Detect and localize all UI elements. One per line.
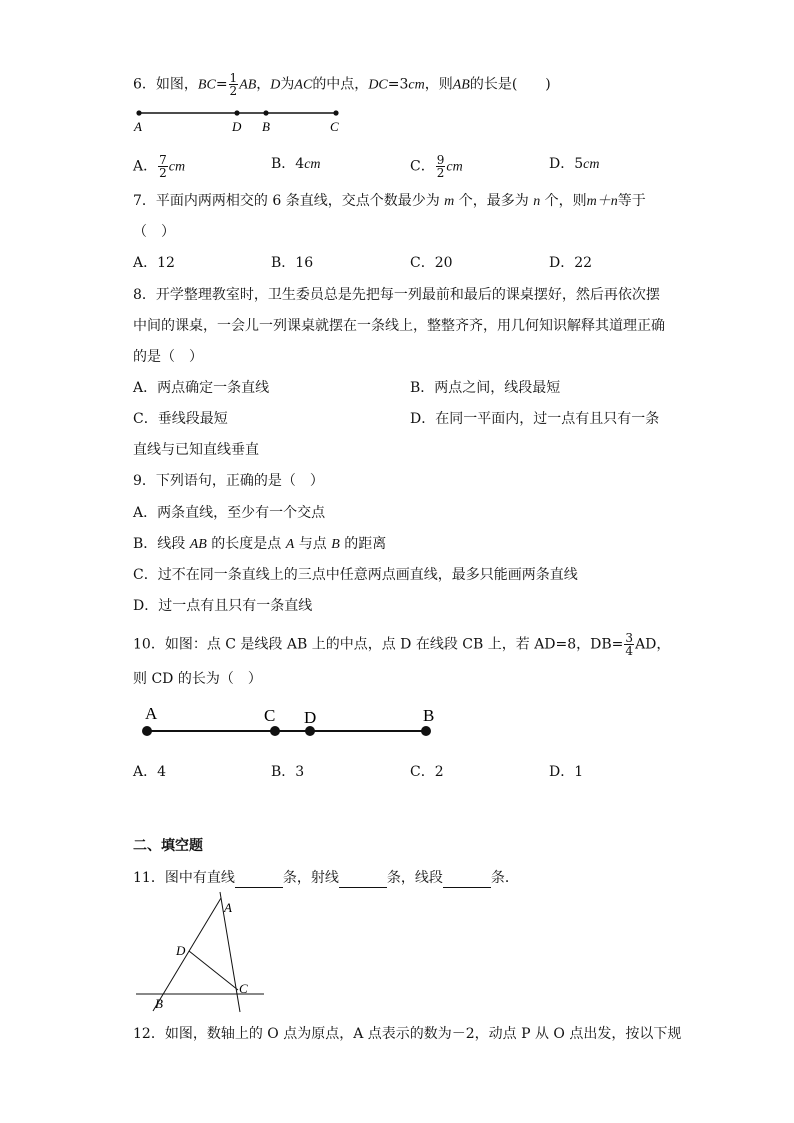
q10-point-label: D — [304, 708, 317, 727]
q8-option-c[interactable]: C．垂线段最短 — [133, 411, 228, 427]
q7-option-b[interactable]: B．16 — [271, 255, 314, 271]
q6-fraction: $\frac{1}{2}$ — [229, 71, 238, 98]
q9-option-d[interactable]: D．过一点有且只有一条直线 — [133, 598, 313, 614]
q6-point-label: A — [134, 119, 142, 134]
q10-point-label: B — [423, 706, 435, 725]
q7-option-c[interactable]: C．20 — [410, 255, 453, 271]
q10-option-d[interactable]: D．1 — [549, 764, 584, 780]
section-heading: 二、填空题 — [133, 838, 203, 854]
q11-point-label: C — [239, 981, 248, 996]
q8-option-b[interactable]: B．两点之间，线段最短 — [410, 380, 561, 396]
q10-stem: 10．如图：点 C 是线段 AB 上的中点，点 D 在线段 CB 上，若 AD=8，DB= $\frac{3}{4}$ AD， — [133, 631, 671, 658]
q8-stem-line2: 中间的课桌，一会儿一列课桌就摆在一条线上，整整齐齐，用几何知识解释其道理正确 — [133, 318, 665, 334]
q11-stem: 11．图中有直线 条，射线 条，线段 条． — [133, 870, 519, 886]
q7-option-d[interactable]: D．22 — [549, 255, 593, 271]
q6-figure — [128, 104, 348, 136]
q6-stem: 6．如图，BC= $\frac{1}{2}$ AB，D为AC的中点，DC=3cm，则AB的长是( ) — [133, 71, 551, 98]
q12-stem: 12．如图，数轴上的 O 点为原点，A 点表示的数为－2，动点 P 从 O 点出发，按以下规 — [133, 1026, 682, 1042]
q8-stem-line3: 的是（ ） — [133, 349, 203, 365]
q11-blank-segments[interactable] — [443, 873, 491, 888]
q7-stem: 7．平面内两两相交的 6 条直线，交点个数最少为 m 个，最多为 n 个，则m＋n等于 — [133, 193, 646, 209]
q10-point-label: C — [264, 706, 276, 725]
q6-point-label: D — [232, 119, 242, 134]
q10-fraction: $\frac{3}{4}$ — [625, 631, 634, 658]
q6-option-c[interactable]: C． $\frac{9}{2}$ cm — [410, 153, 463, 180]
q6-option-a[interactable]: A． $\frac{7}{2}$ cm — [133, 153, 186, 180]
q10-figure — [135, 700, 445, 744]
q7-option-a[interactable]: A．12 — [133, 255, 175, 271]
q10-point-label: A — [145, 704, 158, 723]
q6-point-label: B — [262, 119, 270, 134]
q10-option-b[interactable]: B．3 — [271, 764, 305, 780]
q8-option-d-cont: 直线与已知直线垂直 — [133, 442, 259, 458]
q8-option-a[interactable]: A．两点确定一条直线 — [133, 380, 270, 396]
q10-option-a[interactable]: A．4 — [133, 764, 167, 780]
q8-option-d[interactable]: D．在同一平面内，过一点有且只有一条 — [410, 411, 660, 427]
q10-option-c[interactable]: C．2 — [410, 764, 444, 780]
q11-point-label: B — [155, 996, 163, 1011]
q6-option-d[interactable]: D．5cm — [549, 156, 600, 172]
q11-point-label: A — [224, 900, 232, 915]
q9-option-b[interactable]: B．线段 AB 的长度是点 A 与点 B 的距离 — [133, 536, 387, 552]
q11-figure — [128, 890, 273, 1015]
q9-stem: 9．下列语句，正确的是（ ） — [133, 473, 324, 489]
q8-stem-line1: 8．开学整理教室时，卫生委员总是先把每一列最前和最后的课桌摆好，然后再依次摆 — [133, 287, 660, 303]
q9-option-c[interactable]: C．过不在同一条直线上的三点中任意两点画直线，最多只能画两条直线 — [133, 567, 578, 583]
q6-option-b[interactable]: B．4cm — [271, 156, 321, 172]
q11-blank-lines[interactable] — [235, 873, 283, 888]
q10-stem-line2: 则 CD 的长为（ ） — [133, 671, 262, 687]
q9-option-a[interactable]: A．两条直线，至少有一个交点 — [133, 505, 326, 521]
q11-point-label: D — [176, 943, 186, 958]
q11-blank-rays[interactable] — [339, 873, 387, 888]
q6-point-label: C — [330, 119, 339, 134]
q7-stem-line2: （ ） — [133, 224, 175, 240]
